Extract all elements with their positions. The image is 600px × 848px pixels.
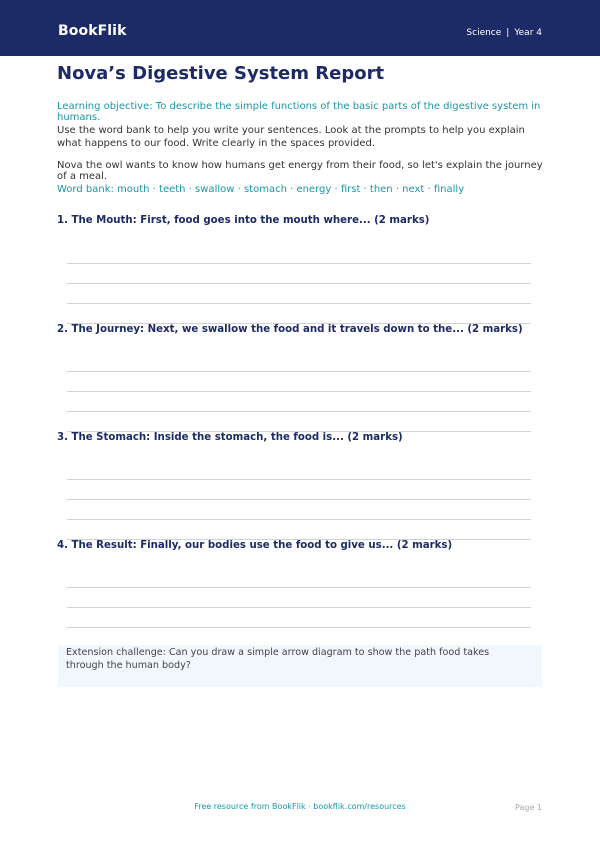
answer-line[interactable]: [67, 371, 531, 372]
page-header: [0, 0, 600, 56]
answer-line[interactable]: [67, 607, 531, 608]
question-3: 3. The Stomach: Inside the stomach, the food is... (2 marks): [57, 432, 403, 443]
intro-text: Nova the owl wants to know how humans get energy from their food, so let's explain the journey of a meal.: [57, 160, 543, 182]
subject-label: Science: [466, 28, 502, 38]
answer-line[interactable]: [67, 499, 531, 500]
answer-line[interactable]: [67, 263, 531, 264]
answer-line[interactable]: [67, 627, 531, 628]
answer-line[interactable]: [67, 303, 531, 304]
instructions: Use the word bank to help you write your sentences. Look at the prompts to help you explain what happens to our food. Write clearly in the spaces provided.: [57, 125, 525, 149]
answer-line[interactable]: [67, 587, 531, 588]
word-bank: Word bank: mouth · teeth · swallow · stomach · energy · first · then · next · finally: [57, 184, 465, 195]
year-label: Year 4: [514, 28, 542, 38]
answer-line[interactable]: [67, 519, 531, 520]
page-title: Nova’s Digestive System Report: [57, 63, 385, 84]
footer-credit: Free resource from BookFlik · bookflik.com/resources: [194, 802, 406, 811]
subject-year: [466, 28, 542, 38]
page-number: Page 1: [515, 803, 542, 812]
question-4: 4. The Result: Finally, our bodies use the food to give us... (2 marks): [57, 540, 453, 551]
question-2: 2. The Journey: Next, we swallow the food and it travels down to the... (2 marks): [57, 324, 523, 335]
meta-separator: |: [506, 28, 510, 38]
extension-challenge-text: Extension challenge: Can you draw a simple arrow diagram to show the path food takes through the human body?: [66, 647, 490, 671]
answer-line[interactable]: [67, 283, 531, 284]
answer-line[interactable]: [67, 411, 531, 412]
answer-line[interactable]: [67, 391, 531, 392]
learning-objective: Learning objective: To describe the simple functions of the basic parts of the digestive system in humans.: [57, 101, 541, 123]
answer-line[interactable]: [67, 479, 531, 480]
brand-logo: BookFlik: [58, 23, 127, 39]
extension-challenge-box: [58, 645, 542, 687]
question-1: 1. The Mouth: First, food goes into the mouth where... (2 marks): [57, 215, 430, 226]
